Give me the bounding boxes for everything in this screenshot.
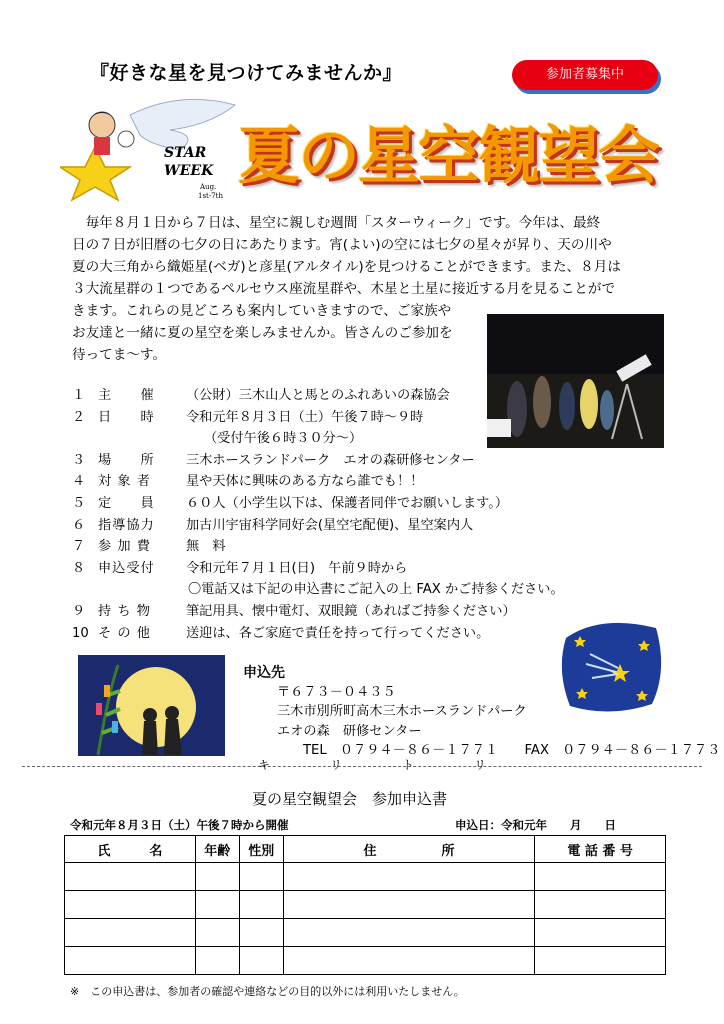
age-cell[interactable] xyxy=(195,919,239,947)
detail-label: 申込受付 xyxy=(98,560,155,576)
detail-value: 加古川宇宙科学同好会(星空宅配便)、星空案内人 xyxy=(186,517,474,533)
phone-fax: TEL ０７９４－８６－１７７１ FAX ０７９４－８６－１７７３ xyxy=(303,742,721,758)
detail-value: 令和元年８月３日（土）午後７時～９時 xyxy=(186,409,424,425)
detail-value: 三木ホースランドパーク エオの森研修センター xyxy=(186,452,475,468)
detail-row xyxy=(72,558,672,580)
tanabata-moon-illustration xyxy=(78,655,225,756)
age-header: 年齢 xyxy=(195,836,239,863)
form-title: 夏の星空観望会 参加申込書 xyxy=(252,790,448,808)
detail-number: ２ xyxy=(72,409,86,425)
detail-subline: （受付午後６時３０分～） xyxy=(204,431,363,447)
address-header: 住 所 xyxy=(283,836,535,863)
form-row[interactable] xyxy=(65,863,666,891)
application-form-table xyxy=(64,835,666,975)
detail-value: 星や天体に興味のある方なら誰でも！！ xyxy=(186,474,424,490)
detail-row xyxy=(72,385,672,407)
detail-value: 無 料 xyxy=(186,539,226,555)
detail-number: 10 xyxy=(72,625,89,641)
name-cell[interactable] xyxy=(65,863,196,891)
name-cell[interactable] xyxy=(65,891,196,919)
detail-value: ６０人（小学生以下は、保護者同伴でお願いします。） xyxy=(186,495,509,511)
address-cell[interactable] xyxy=(283,947,535,975)
intro-line: 待ってま～す。 xyxy=(72,347,167,363)
form-row[interactable] xyxy=(65,891,666,919)
form-event-date: 令和元年８月３日（土）午後７時から開催 xyxy=(70,818,289,832)
age-cell[interactable] xyxy=(195,863,239,891)
detail-number: ７ xyxy=(72,539,86,555)
svg-text:WEEK: WEEK xyxy=(164,163,214,179)
detail-row xyxy=(72,471,672,493)
age-cell[interactable] xyxy=(195,891,239,919)
cut-line-label: キ リ ト リ xyxy=(258,758,487,772)
address-cell[interactable] xyxy=(283,919,535,947)
form-header-row xyxy=(65,836,666,863)
address-cell[interactable] xyxy=(283,863,535,891)
phone-header: 電 話 番 号 xyxy=(535,836,666,863)
detail-label: 参 加 費 xyxy=(98,539,151,555)
intro-line: 夏の大三角から織姫星(ベガ)と彦星(アルタイル)を見つけることができます。また、８月は xyxy=(72,259,621,275)
contact-heading: 申込先 xyxy=(243,665,285,681)
detail-row xyxy=(72,450,672,472)
detail-label: 対 象 者 xyxy=(98,474,151,490)
detail-row xyxy=(72,515,672,537)
phone-cell[interactable] xyxy=(535,863,666,891)
age-cell[interactable] xyxy=(195,947,239,975)
gender-cell[interactable] xyxy=(239,891,283,919)
tagline: 『好きな星を見つけてみませんか』 xyxy=(90,62,403,84)
recruiting-badge: 参加者募集中 xyxy=(512,60,658,90)
intro-line: お友達と一緒に夏の星空を楽しみませんか。皆さんのご参加を xyxy=(72,325,453,341)
name-cell[interactable] xyxy=(65,947,196,975)
detail-number: ３ xyxy=(72,452,86,468)
address: 三木市別所町高木三木ホースランドパーク xyxy=(277,704,527,720)
detail-label: そ の 他 xyxy=(98,625,151,641)
event-details xyxy=(72,385,672,644)
intro-line: 日の７日が旧暦の七夕の日にあたります。宵(よい)の空には七夕の星々が昇り、天の川や xyxy=(72,237,612,253)
detail-number: ４ xyxy=(72,474,86,490)
detail-value: 送迎は、各ご家庭で責任を持って行ってください。 xyxy=(186,625,490,641)
form-apply-date: 申込日：令和元年 月 日 xyxy=(455,818,616,832)
detail-number: １ xyxy=(72,388,86,403)
detail-row xyxy=(72,493,672,515)
svg-text:STAR: STAR xyxy=(164,145,207,161)
detail-row xyxy=(72,407,672,429)
facility-name: エオの森 研修センター xyxy=(277,723,422,739)
detail-value: 筆記用具、懐中電灯、双眼鏡（あればご持参ください） xyxy=(186,603,516,619)
detail-subline: 〇電話又は下記の申込書にご記入の上 FAX かご持参ください。 xyxy=(188,582,564,598)
form-row[interactable] xyxy=(65,919,666,947)
name-cell[interactable] xyxy=(65,919,196,947)
detail-value: （公財）三木山人と馬とのふれあいの森協会 xyxy=(186,388,450,403)
detail-label: 日 時 xyxy=(98,409,155,425)
postal-code: 〒６７３－０４３５ xyxy=(277,685,396,701)
detail-number: ５ xyxy=(72,495,86,511)
detail-label: 場 所 xyxy=(98,452,155,468)
detail-label: 指導協力 xyxy=(98,517,155,533)
phone-cell[interactable] xyxy=(535,947,666,975)
phone-cell[interactable] xyxy=(535,919,666,947)
name-header: 氏 名 xyxy=(65,836,196,863)
contact-block xyxy=(243,664,720,760)
event-title: 夏の星空観望会 xyxy=(238,119,659,192)
gender-cell[interactable] xyxy=(239,919,283,947)
address-cell[interactable] xyxy=(283,891,535,919)
detail-number: ６ xyxy=(72,517,86,533)
phone-cell[interactable] xyxy=(535,891,666,919)
intro-line: 毎年８月１日から７日は、星空に親しむ週間「スターウィーク」です。今年は、最終 xyxy=(85,215,601,231)
gender-cell[interactable] xyxy=(239,863,283,891)
detail-row xyxy=(72,536,672,558)
detail-label: 主 催 xyxy=(98,388,155,403)
star-week-logo xyxy=(60,95,240,205)
svg-text:Aug.: Aug. xyxy=(200,183,217,191)
detail-value: 令和元年７月１日(日) 午前９時から xyxy=(186,560,408,576)
detail-label: 持 ち 物 xyxy=(98,603,151,619)
detail-number: ９ xyxy=(72,603,86,619)
intro-line: ３大流星群の１つであるペルセウス座流星群や、木星と土星に接近する月を見ることがで xyxy=(72,281,616,297)
gender-header: 性別 xyxy=(239,836,283,863)
intro-line: きます。これらの見どころも案内していきますので、ご家族や xyxy=(72,303,452,319)
form-row[interactable] xyxy=(65,947,666,975)
detail-number: ８ xyxy=(72,560,86,576)
detail-label: 定 員 xyxy=(98,495,155,511)
privacy-note: ※ この申込書は、参加者の確認や連絡などの目的以外には利用いたしません。 xyxy=(70,985,465,998)
gender-cell[interactable] xyxy=(239,947,283,975)
svg-text:1st-7th: 1st-7th xyxy=(198,192,223,200)
